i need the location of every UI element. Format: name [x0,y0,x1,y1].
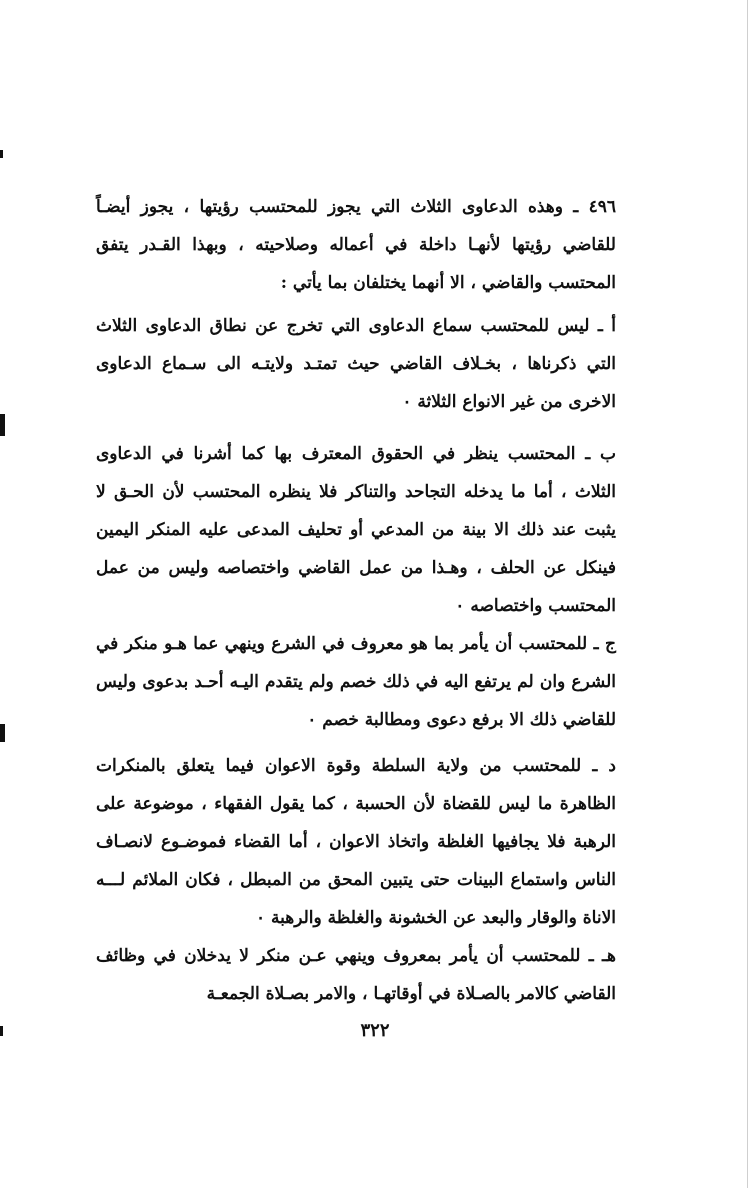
paragraph-496: ٤٩٦ ـ وهذه الدعاوى الثلاث التي يجوز للمحتسب رؤيتها ، يجوز أيضـاً للقاضي رؤيتها لأنهـا داخلة في أعماله وصلاحيته ، وبهذا القـدر يتفق المحتسب والقاضي ، الا أنهما يختلفان بما يأتي : [96,197,616,293]
paragraph-alif: أ ـ ليس للمحتسب سماع الدعاوى التي تخرج عن نطاق الدعاوى الثلاث التي ذكرناها ، بخـلاف القاضي حيث تمتـد ولايتـه الى سـماع الدعاوى الاخرى من غير الانواع الثلاثة ٠ [96,316,616,412]
paragraph-ha: هـ ـ للمحتسب أن يأمر بمعروف وينهي عـن منكر لا يدخلان في وظائف القاضي كالامر بالصـلاة في أوقاتهـا ، والامر بصـلاة الجمعـة [96,946,616,1004]
scan-edge-mark [0,724,5,742]
scan-edge-mark [0,414,5,436]
paragraph-dal: د ـ للمحتسب من ولاية السلطة وقوة الاعوان فيما يتعلق بالمنكرات الظاهرة ما ليس للقضاة لأن الحسبة ، كما يقول الفقهاء ، موضوعة على الرهبة فلا يجافيها الغلظة واتخاذ الاعوان ، أما القضاء فموضـوع لانصـاف الناس واستماع البينات حتى يتبين المحق من المبطل ، فكان الملائم لـــه الاناة والوقار والبعد عن الخشونة والغلظة والرهبة ٠ [96,756,616,928]
scan-edge-mark [0,150,3,158]
scan-right-edge [747,0,748,1188]
paragraph-ba: ب ـ المحتسب ينظر في الحقوق المعترف بها كما أشرنا في الدعاوى الثلاث ، أما ما يدخله التجاحد والتناكر فلا ينظره المحتسب لأن الحـق لا يثبت عند ذلك الا بينة من المدعي أو تحليف المدعى عليه المنكر اليمين فينكل عن الحلف ، وهـذا من عمل القاضي واختصاصه وليس من عمل المحتسب واختصاصه ٠ [96,444,616,616]
page-number: ٣٢٢ [360,1020,390,1041]
paragraph-jim: ج ـ للمحتسب أن يأمر بما هو معروف في الشرع وينهي عما هـو منكر في الشرع وان لم يرتفع اليه في ذلك خصم ولم يتقدم اليـه أحـد بدعوى وليس للقاضي ذلك الا برفع دعوى ومطالبة خصم ٠ [96,634,616,730]
